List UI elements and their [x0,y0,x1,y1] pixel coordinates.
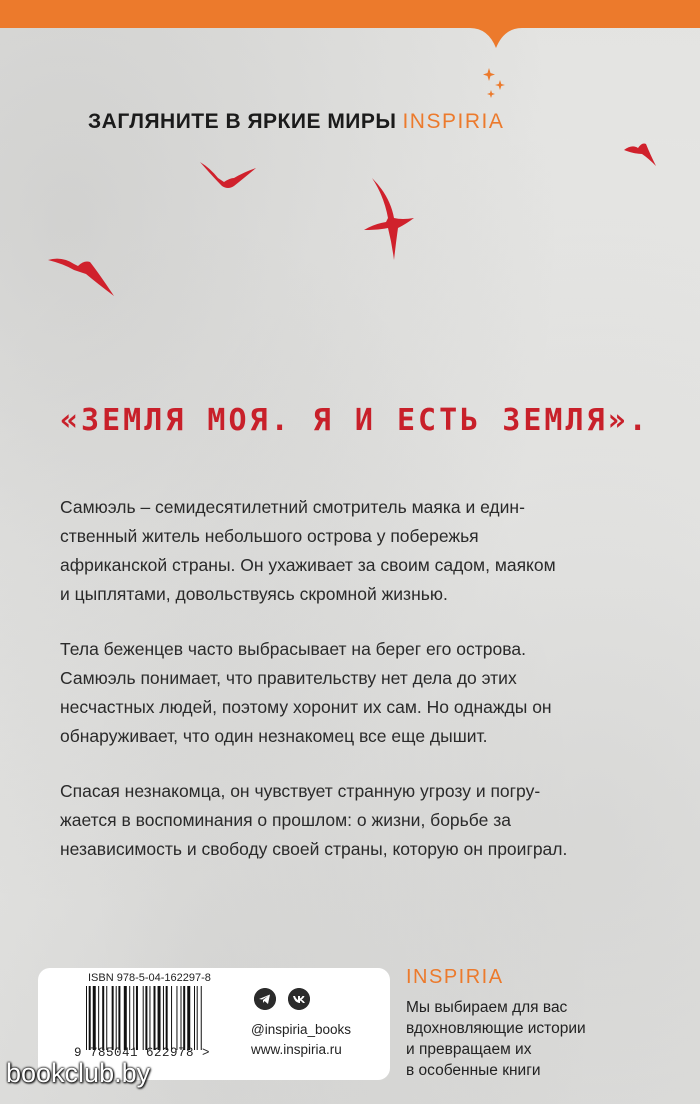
barcode-bar [86,986,87,1050]
barcode-bar [201,986,202,1050]
barcode-bar [93,986,96,1050]
description-paragraph [60,635,650,751]
barcode-bar [89,986,91,1050]
barcode-bar [181,986,182,1050]
paragraph-line: африканской страны. Он ухаживает за своим садом, маяком [60,555,556,575]
paragraph-line: Самюэль понимает, что правительству нет дела до этих [60,668,517,688]
publisher-slogan [406,997,696,1081]
paragraph-line: Тела беженцев часто выбрасывает на берег его острова. [60,639,526,659]
slogan-line: Мы выбираем для вас [406,999,568,1016]
barcode-bar [136,986,138,1050]
barcode-image [86,986,242,1050]
epigraph-quote: «ЗЕМЛЯ МОЯ. Я И ЕСТЬ ЗЕМЛЯ». [60,403,650,438]
barcode-bar [187,986,190,1050]
barcode-bar [197,986,198,1050]
barcode-bar [116,986,117,1050]
watermark: bookclub.by [6,1058,151,1088]
barcode-bar [163,986,164,1050]
paragraph-line: ственный житель небольшого острова у побережья [60,526,479,546]
website-link[interactable]: www.inspiria.ru [251,1042,342,1057]
publisher-logo: INSPIRIA [406,966,504,988]
isbn-label: ISBN 978-5-04-162297-8 [88,972,211,984]
barcode-bar [183,986,185,1050]
barcode-bar [118,986,120,1050]
barcode-bar [166,986,168,1050]
description-paragraph [60,777,650,864]
sparkle-icon [481,68,507,102]
seagull-icon [364,178,414,260]
barcode-bar [154,986,156,1050]
barcode-bar [98,986,99,1050]
barcode-bar [102,986,104,1050]
barcode-bar [112,986,114,1050]
barcode-bar [149,986,150,1050]
slogan-line: и превращаем их [406,1041,532,1058]
barcode-bar [106,986,107,1050]
barcode-bar [124,986,127,1050]
barcode-bar [194,986,195,1050]
top-notch-shape [0,0,700,60]
paragraph-line: несчастных людей, поэтому хоронит их сам. Но однажды он [60,697,552,717]
slogan-line: в особенные книги [406,1062,541,1079]
barcode-bar [158,986,161,1050]
barcode-bar [145,986,147,1050]
description-paragraph [60,493,650,609]
paragraph-line: обнаруживает, что один незнакомец все еще дышит. [60,726,488,746]
seagull-icon [200,160,256,192]
paragraph-line: Спасая незнакомца, он чувствует странную угрозу и погру- [60,781,541,801]
barcode-bar [171,986,172,1050]
seagull-icon [624,140,656,168]
paragraph-line: независимость и свободу своей страны, которую он проиграл. [60,839,568,859]
social-handle[interactable]: @inspiria_books [251,1022,352,1037]
vk-icon[interactable] [288,988,310,1010]
barcode-bar [133,986,134,1050]
series-tagline [88,110,588,134]
barcode-digits: 9 785041 622978 > [74,1046,211,1060]
paragraph-line: и цыплятами, довольствуясь скромной жизнью. [60,584,448,604]
series-text: ЗАГЛЯНИТЕ В ЯРКИЕ МИРЫ [88,110,397,133]
barcode-bar [176,986,177,1050]
series-brand: INSPIRIA [402,110,505,133]
telegram-icon[interactable] [254,988,276,1010]
paragraph-line: жается в воспоминания о прошлом: о жизни, борьбе за [60,810,511,830]
seagull-icon [48,250,118,298]
barcode-bar [129,986,130,1050]
barcode-bar [143,986,144,1050]
paragraph-line: Самюэль – семидесятилетний смотритель маяка и един- [60,497,525,517]
slogan-line: вдохновляющие истории [406,1020,586,1037]
